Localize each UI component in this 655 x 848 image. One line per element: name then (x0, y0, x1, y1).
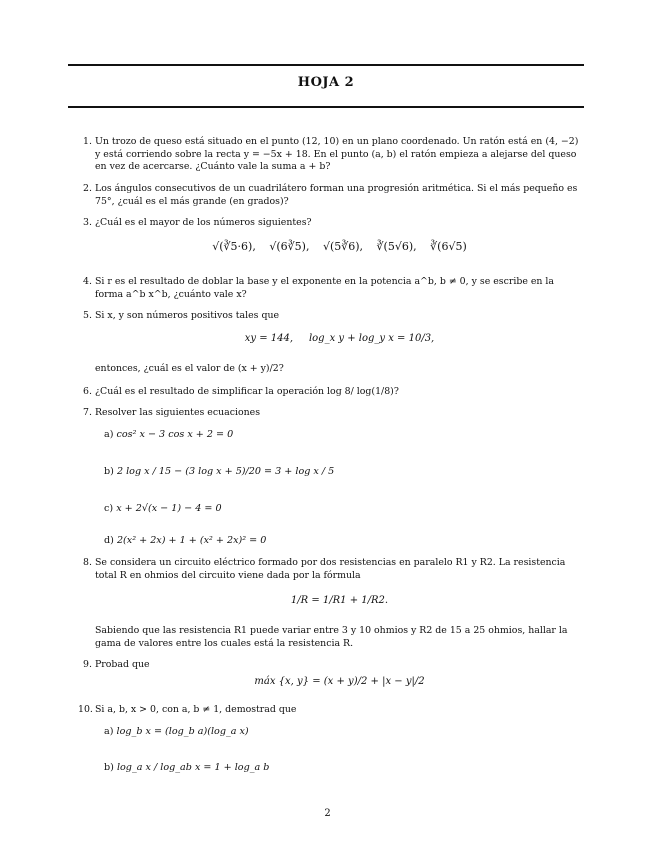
exercise-number: 6. (83, 386, 92, 397)
exercise-text: Si a, b, x > 0, con a, b ≠ 1, demostrad que (95, 704, 297, 715)
ex10-item-a (104, 726, 249, 737)
ex9-formula-text: máx {x, y} = (x + y)/2 + |x − y|/2 (254, 676, 425, 687)
exercise-6 (78, 386, 584, 399)
ex10-item-b (104, 762, 269, 773)
exercise-text: Un trozo de queso está situado en el punto (12, 10) en un plano coordenado. Un ratón está en (4, −2) y está corriendo sobre la recta y = −5x + 18. En el punto (a, b) el ratón empieza a alejarse del queso en vez de acercarse. ¿Cuánto vale la suma a + b? (95, 136, 579, 173)
exercise-number: 8. (83, 557, 92, 568)
exercise-2 (78, 183, 584, 208)
ex3-option: √(6∛5) (269, 240, 306, 253)
exercise-number: 9. (83, 659, 92, 670)
item-label: d) (104, 535, 114, 546)
ex3-option: ∛(6√5) (430, 240, 467, 253)
exercise-text: Los ángulos consecutivos de un cuadrilátero forman una progresión aritmética. Si el más pequeño es 75°, ¿cuál es el más grande (en grados)? (95, 183, 578, 207)
exercise-number: 1. (83, 136, 92, 147)
top-rule (68, 64, 584, 66)
exercise-number: 4. (83, 276, 92, 287)
exercise-number: 7. (83, 407, 92, 418)
ex7-item-a (104, 429, 233, 440)
ex7-item-c (104, 503, 222, 514)
exercise-number: 10. (78, 704, 93, 715)
ex5-equation-left: xy = 144, (244, 333, 294, 344)
item-label: a) (104, 726, 114, 737)
exercise-text: Se considera un circuito eléctrico formado por dos resistencias en paralelo R1 y R2. La resistencia total R en ohmios del circuito viene dada por la fórmula (95, 557, 566, 581)
item-label: b) (104, 762, 114, 773)
exercise-8 (78, 557, 584, 582)
exercise-3 (78, 217, 584, 230)
exercise-number: 5. (83, 310, 92, 321)
item-expr: log_a x / log_ab x = 1 + log_a b (116, 762, 270, 773)
exercise-text: Si x, y son números positivos tales que (95, 310, 280, 321)
exercise-1 (78, 136, 584, 174)
item-expr: cos² x − 3 cos x + 2 = 0 (116, 429, 234, 440)
ex5-tail (78, 363, 584, 376)
exercise-5 (78, 310, 584, 323)
exercise-number: 3. (83, 217, 92, 228)
item-label: b) (104, 466, 114, 477)
ex7-item-d (104, 535, 266, 546)
ex3-option: ∛(5√6) (376, 240, 414, 253)
exercise-number: 2. (83, 183, 92, 194)
item-label: a) (104, 429, 114, 440)
exercise-7 (78, 407, 584, 420)
item-expr: log_b x = (log_b a)(log_a x) (116, 726, 249, 737)
ex3-option: √(5∛6) (322, 240, 360, 253)
ex8-formula-text: 1/R = 1/R1 + 1/R2. (290, 595, 389, 606)
exercise-text: ¿Cuál es el resultado de simplificar la operación log 8/ log(1/8)? (95, 386, 399, 397)
item-label: c) (104, 503, 114, 514)
ex3-options: √(∛5·6), √(6∛5), √(5∛6), ∛(5√6), ∛(6√5) (212, 240, 467, 253)
exercise-10 (78, 704, 584, 717)
item-expr: x + 2√(x − 1) − 4 = 0 (116, 503, 222, 514)
ex8-formula (95, 595, 584, 606)
page-number: 2 (324, 808, 331, 819)
title-bottom-rule (68, 106, 584, 108)
ex7-item-b (104, 466, 334, 477)
item-expr: 2(x² + 2x) + 1 + (x² + 2x)² = 0 (116, 535, 267, 546)
page-title: HOJA 2 (297, 75, 355, 90)
ex5-equation (95, 333, 584, 344)
exercise-text: Probad que (95, 659, 150, 670)
exercise-text: ¿Cuál es el mayor de los números siguientes? (95, 217, 312, 228)
exercise-text: Si r es el resultado de doblar la base y el exponente en la potencia a^b, b ≠ 0, y se escribe en la forma a^b x^b, ¿cuánto vale x? (95, 276, 554, 300)
exercise-4 (78, 276, 584, 301)
ex8-tail (78, 625, 584, 650)
ex5-equation-right: log_x y + log_y x = 10/3, (308, 333, 435, 344)
ex9-formula (95, 676, 584, 687)
ex5-tail-text: entonces, ¿cuál es el valor de (x + y)/2? (95, 363, 284, 374)
ex3-option: √(∛5·6) (212, 240, 253, 253)
exercise-9 (78, 659, 584, 672)
exercise-text: Resolver las siguientes ecuaciones (95, 407, 261, 418)
item-expr: 2 log x / 15 − (3 log x + 5)/20 = 3 + log x / 5 (116, 466, 335, 477)
ex8-tail-text: Sabiendo que las resistencia R1 puede variar entre 3 y 10 ohmios y R2 de 15 a 25 ohmios, hallar la gama de valores entre los cuales está la resistencia R. (95, 625, 568, 649)
